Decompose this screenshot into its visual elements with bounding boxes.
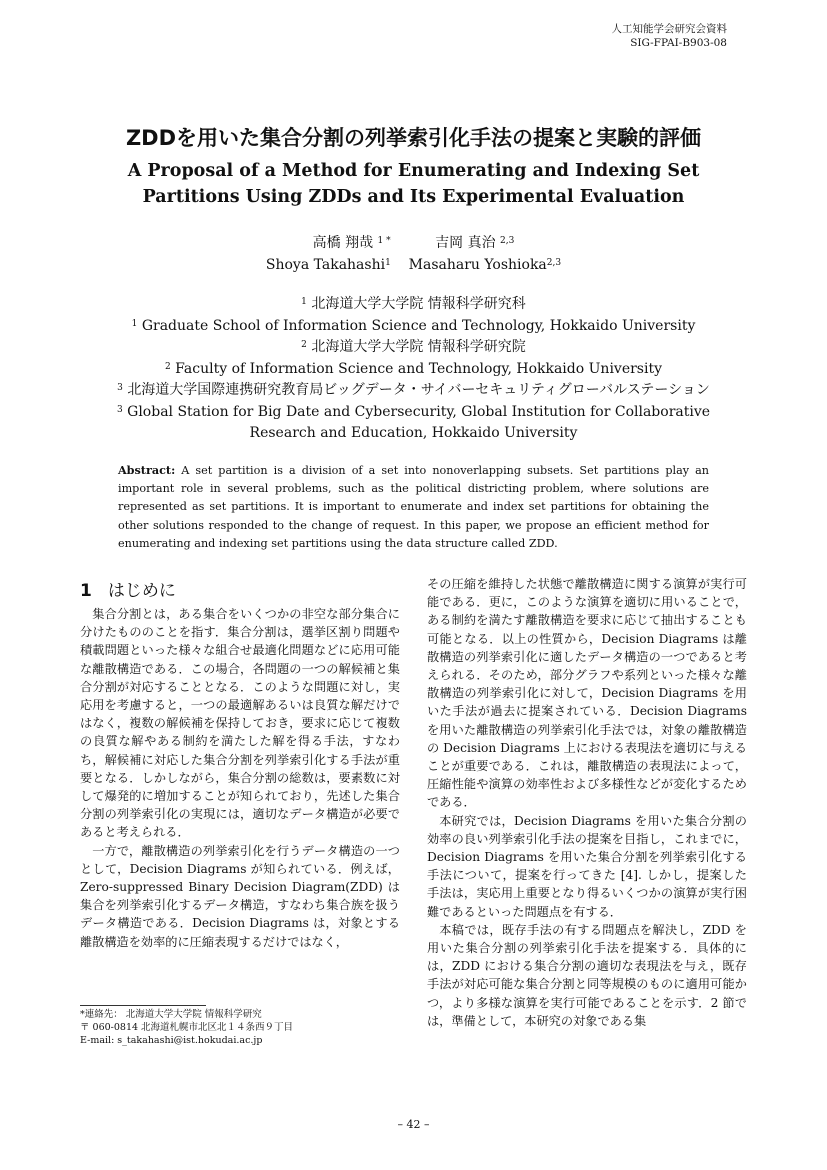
footnote (80, 1008, 293, 1047)
author2-english-affil: 2,3 (546, 258, 562, 268)
abstract-label: Abstract: (118, 463, 176, 477)
author2-english: Masaharu Yoshioka (408, 257, 547, 273)
author2-japanese-affil: 2,3 (500, 236, 515, 246)
affiliation-line: $^1$ 北海道大学大学院 情報科学研究科 (301, 296, 526, 312)
title-english-line1: A Proposal of a Method for Enumerating and Indexing Set (127, 161, 700, 181)
affiliation-line: $^3$ 北海道大学国際連携研究教育局ビッグデータ・サイバーセキュリティグローバルステーション (117, 382, 710, 398)
author1-english: Shoya Takahashi (265, 257, 386, 273)
document-header (612, 22, 728, 50)
affiliation-line: $^2$ Faculty of Information Science and Technology, Hokkaido University (164, 360, 662, 377)
footnote-email: E-mail: s_takahashi@ist.hokudai.ac.jp (80, 1035, 263, 1046)
paragraph: 本研究では，Decision Diagrams を用いた集合分割の効率の良い列挙索引化手法の提案を目指し，これまでに，Decision Diagrams を用いた集合分割を列挙索引化する手法について，提案を行ってきた [4]. しかし，提案した手法は，実応用上重要となり得るいくつかの演算が実行困難であるといった問題点を有する． (427, 813, 747, 919)
section-heading (80, 576, 176, 601)
affiliation-line: $^2$ 北海道大学大学院 情報科学研究院 (301, 339, 526, 355)
authors-english (60, 254, 767, 276)
left-column (80, 605, 400, 951)
paragraph: 一方で，離散構造の列挙索引化を行うデータ構造の一つとして，Decision Diagrams が知られている．例えば，Zero-suppressed Binary Decision Diagram(ZDD) は集合を列挙索引化するデータ構造，すなわち集合族を扱うデータ構造である．Decision Diagrams は，対象とする離散構造を効率的に圧縮表現するだけではなく， (80, 843, 400, 949)
section-title: はじめに (107, 581, 176, 601)
authors-japanese (60, 232, 767, 254)
title-english (60, 158, 767, 210)
paragraph: その圧縮を維持した状態で離散構造に関する演算が実行可能である．更に，このような演算を適切に用いることで，ある制約を満たす離散構造を要求に応じて抽出することも可能となる．以上の性質から，Decision Diagrams は離散構造の列挙索引化に適したデータ構造の一つであると考えられる．そのため，部分グラフや系列といった様々な離散構造の列挙索引化に対して，Decision Diagrams を用いた手法が過去に提案されている．Decision Diagrams を用いた離散構造の列挙索引化手法では，対象の離散構造の Decision Diagrams 上における表現法を適切に与えることが重要である．これは，離散構造の表現法によって，圧縮性能や演算の効率性および多様性などが変化するためである． (427, 577, 747, 810)
affiliation-line: $^1$ Graduate School of Information Science and Technology, Hokkaido University (131, 317, 696, 334)
title-english-line2: Partitions Using ZDDs and Its Experimental Evaluation (142, 187, 685, 207)
header-series: 人工知能学会研究会資料 (611, 23, 727, 35)
title-japanese: ZDDを用いた集合分割の列挙索引化手法の提案と実験的評価 (125, 126, 702, 150)
footnote-rule (80, 1005, 206, 1006)
page-number: – 42 – (397, 1118, 430, 1131)
authors (60, 232, 767, 276)
section-number: 1 (80, 581, 92, 601)
author1-english-affil: 1 (385, 258, 391, 268)
paragraph: 本稿では，既存手法の有する問題点を解決し，ZDD を用いた集合分割の列挙索引化手法を提案する．具体的には，ZDD における集合分割の適切な表現法を与え，既存手法が対応可能な集合分割と同等規模のものに適用可能かつ，より多様な演算を実行可能であることを示す．2 節では，準備として，本研究の対象である集 (427, 922, 747, 1028)
right-column (427, 575, 747, 1030)
author2-japanese: 吉岡 真治 (435, 235, 496, 251)
header-code: SIG-FPAI-B903-08 (630, 37, 727, 49)
footnote-contact: *連絡先： 北海道大学大学院 情報科学研究 (80, 1009, 262, 1020)
author1-japanese-affil: 1 * (377, 236, 391, 246)
paragraph: 集合分割とは，ある集合をいくつかの非空な部分集合に分けたもののことを指す．集合分割は，選挙区割り問題や積載問題といった様々な組合せ最適化問題などに応用可能な離散構造である．この場合，各問題の一つの解候補と集合分割が対応することとなる．このような問題に対し，実応用を考慮すると，一つの最適解あるいは良質な解だけではなく，複数の解候補を保持しておき，要求に応じて複数の良質な解やある制約を満たした解を得る手法，すなわち，解候補に対応した集合分割を列挙索引化する手法が重要となる．しかしながら，集合分割の総数は，要素数に対して爆発的に増加することが知られており，先述した集合分割の列挙索引化の実現には，適切なデータ構造が必要であると考えられる． (80, 607, 400, 840)
title-block (60, 120, 767, 210)
footnote-address: 〒 060-0814 北海道札幌市北区北１４条西９丁目 (80, 1022, 294, 1033)
affiliation-line: Research and Education, Hokkaido University (249, 425, 578, 441)
affiliation-line: $^3$ Global Station for Big Date and Cybersecurity, Global Institution for Collaborative (116, 403, 711, 420)
affiliations (40, 294, 787, 445)
abstract-text: A set partition is a division of a set into nonoverlapping subsets. Set partitions play an important role in several problems, such as the political districting problem, where solutions are represented as set partitions. It is important to enumerate and index set partitions for obtaining the other solutions responded to the change of request. In this paper, we propose an efficient method for enumerating and indexing set partitions using the data structure called ZDD. (118, 464, 709, 550)
author1-japanese: 高橋 翔哉 (312, 235, 374, 251)
abstract (118, 461, 709, 553)
